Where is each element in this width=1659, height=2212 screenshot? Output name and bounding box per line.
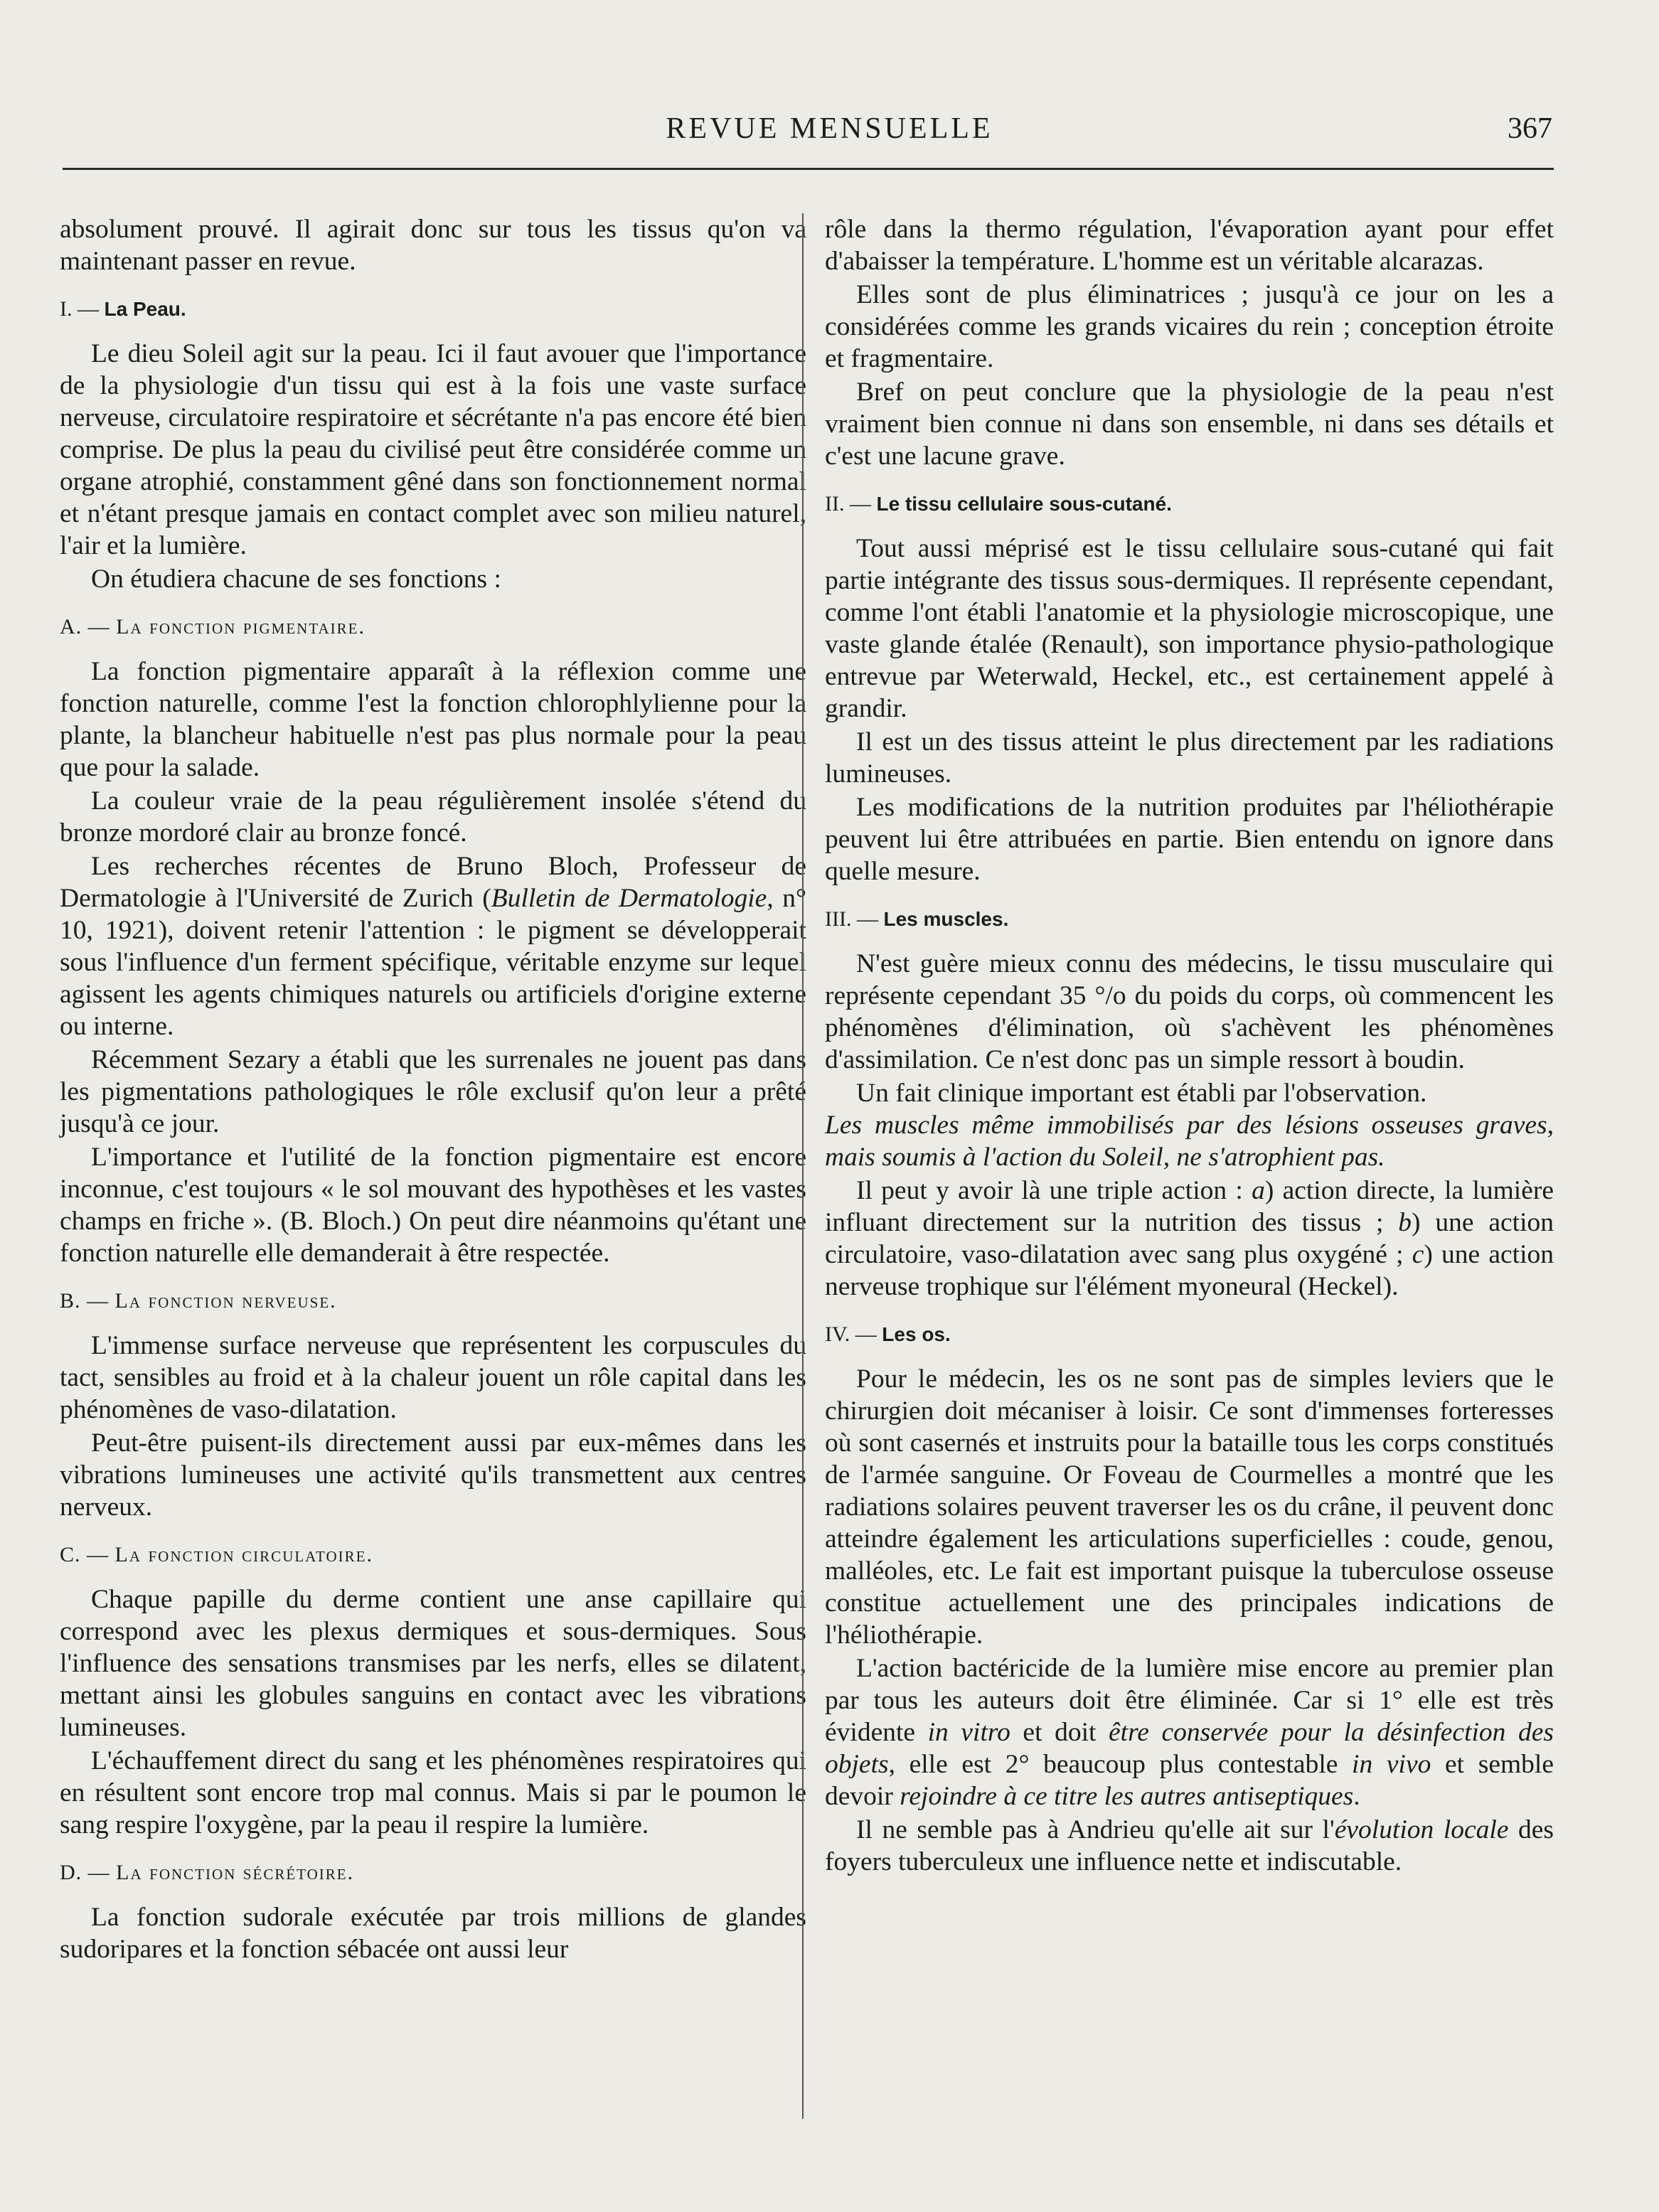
section-title: La fonction sécrétoire. <box>116 1861 355 1884</box>
paragraph: La couleur vraie de la peau régulièrement insolée s'étend du bronze mordoré clair au bronze foncé. <box>60 786 806 848</box>
text-run: et doit <box>1010 1718 1109 1747</box>
section-number: B. — <box>60 1289 115 1313</box>
text-run: et semble devoir <box>825 1750 1554 1811</box>
italic-text: Bulletin de Dermatologie <box>491 884 767 913</box>
section-number: IV. — <box>825 1323 882 1346</box>
text-run: ) action directe, la lumière influant directement sur la nutrition des tissus ; <box>825 1176 1554 1237</box>
paragraph: La fonction sudorale exécutée par trois millions de glandes sudoripares et la fonction sébacée ont aussi leur <box>60 1903 806 1964</box>
text-run: , n° 10, 1921), doivent retenir l'attention : le pigment se développerait sous l'influence d'un ferment spécifique, véritable enzyme sur lequel agissent les agents chimiques naturels ou artificiels d'origine externe ou interne. <box>60 884 807 1041</box>
text-run: Il peut y avoir là une triple action : <box>856 1176 1252 1205</box>
section-title: La Peau. <box>104 298 186 320</box>
paragraph <box>825 1814 1554 1878</box>
italic-text: c <box>1412 1240 1424 1269</box>
paragraph: Le dieu Soleil agit sur la peau. Ici il faut avouer que l'importance de la physiologie d'un tissu qui est à la fois une vaste surface nerveuse, circulatoire respiratoire et sécrétante n'a pas encore été bien comprise. De plus la peau du civilisé peut être considérée comme un organe atrophié, constamment gêné dans son fonctionnement normal et n'étant presque jamais en contact complet avec son milieu naturel, l'air et la lumière. <box>60 339 806 560</box>
italic-text: Les muscles même immobilisés par des lésions osseuses graves, mais soumis à l'action du Soleil, ne s'atrophient pas. <box>825 1111 1554 1172</box>
paragraph: Pour le médecin, les os ne sont pas de simples leviers que le chirurgien doit mécaniser à loisir. Ce sont d'immenses forteresses où sont casernés et instruits pour la bataille tous les corps constitués de l'armée sanguine. Or Foveau de Courmelles a montré que les radiations solaires peuvent traverser les os du crâne, il peuvent donc atteindre également les articulations superficielles : coude, genou, malléoles, etc. Le fait est important puisque la tuberculose osseuse constitue actuellement une des principales indications de l'héliothérapie. <box>825 1364 1554 1650</box>
paragraph: Récemment Sezary a établi que les surrenales ne jouent pas dans les pigmentations pathologiques le rôle exclusif qu'on leur a prêté jusqu'à ce jour. <box>60 1045 806 1138</box>
running-title: REVUE MENSUELLE <box>666 112 993 145</box>
section-number: III. — <box>825 907 884 931</box>
italic-text: b <box>1398 1208 1412 1237</box>
section-heading <box>825 1318 1554 1350</box>
section-number: D. — <box>60 1861 117 1884</box>
page-number: 367 <box>1508 112 1552 145</box>
section-heading <box>60 611 806 643</box>
column-divider <box>802 213 804 2119</box>
section-number: II. — <box>825 492 877 515</box>
section-title: La fonction circulatoire. <box>114 1543 373 1566</box>
paragraph: Elles sont de plus éliminatrices ; jusqu'à ce jour on les a considérées comme les grands vicaires du rein ; conception étroite et fragmentaire. <box>825 280 1554 373</box>
section-number: C. — <box>60 1543 115 1566</box>
paragraph: N'est guère mieux connu des médecins, le tissu musculaire qui représente cependant 35 °/o du poids du corps, où commencent les phénomènes d'élimination, où s'achèvent les phénomènes d'assimilation. Ce n'est donc pas un simple ressort à boudin. <box>825 949 1554 1074</box>
paragraph <box>825 1109 1554 1173</box>
text-run: des foyers tuberculeux une influence nette et indiscutable. <box>825 1815 1554 1876</box>
paragraph: L'importance et l'utilité de la fonction pigmentaire est encore inconnue, c'est toujours « le sol mouvant des hypothèses et les vastes champs en friche ». (B. Bloch.) On peut dire néanmoins qu'étant une fonction naturelle elle demanderait à être respectée. <box>60 1143 806 1268</box>
section-number: I. — <box>60 297 105 321</box>
section-heading <box>825 903 1554 935</box>
paragraph: L'immense surface nerveuse que représentent les corpuscules du tact, sensibles au froid et à la chaleur jouent un rôle capital dans les phénomènes de vaso-dilatation. <box>60 1331 806 1424</box>
paragraph: Les modifications de la nutrition produites par l'héliothérapie peuvent lui être attribuées en partie. Bien entendu on ignore dans quelle mesure. <box>825 793 1554 886</box>
paragraph <box>60 850 806 1042</box>
text-run: L'action bactéricide de la lumière mise encore au premier plan par tous les auteurs doit être éliminée. Car si 1° elle est très évidente <box>825 1654 1554 1747</box>
paragraph: absolument prouvé. Il agirait donc sur tous les tissus qu'on va maintenant passer en revue. <box>60 215 806 276</box>
paragraph: On étudiera chacune de ses fonctions : <box>91 565 501 594</box>
paragraph <box>825 1652 1554 1812</box>
header-rule <box>63 168 1554 170</box>
section-number: A. — <box>60 615 117 639</box>
text-run: ) une action circulatoire, vaso-dilatation avec sang plus oxygéné ; <box>825 1208 1554 1269</box>
left-column <box>60 213 806 1965</box>
section-heading <box>825 488 1554 520</box>
section-title: Le tissu cellulaire sous-cutané. <box>876 493 1172 515</box>
paragraph: Bref on peut conclure que la physiologie de la peau n'est vraiment bien connue ni dans son ensemble, ni dans ses détails et c'est une lacune grave. <box>825 378 1554 471</box>
section-title: Les os. <box>882 1323 951 1345</box>
section-heading <box>60 1539 806 1571</box>
italic-text: in vitro <box>927 1718 1010 1747</box>
italic-text: être conservée pour la désinfection des objets <box>825 1718 1554 1779</box>
paragraph: rôle dans la thermo régulation, l'évaporation ayant pour effet d'abaisser la température. L'homme est un véritable alcarazas. <box>825 215 1554 276</box>
paragraph: Peut-être puisent-ils directement aussi par eux-mêmes dans les vibrations lumineuses une activité qu'ils transmettent aux centres nerveux. <box>60 1428 806 1522</box>
section-heading <box>60 293 806 325</box>
text-run: ) une action nerveuse trophique sur l'élément myoneural (Heckel). <box>825 1240 1554 1301</box>
italic-text: évolution locale <box>1334 1815 1509 1844</box>
paragraph: Tout aussi méprisé est le tissu cellulaire sous-cutané qui fait partie intégrante des tissus sous-dermiques. Il représente cependant, comme l'ont établi l'anatomie et la physiologie microscopique, une vaste glande étalée (Renault), son importance physio-pathologique entrevue par Weterwald, Heckel, etc., est certainement appelé à grandir. <box>825 534 1554 723</box>
section-heading <box>60 1285 806 1317</box>
paragraph: Il est un des tissus atteint le plus directement par les radiations lumineuses. <box>825 727 1554 789</box>
paragraph: L'échauffement direct du sang et les phénomènes respiratoires qui en résultent sont encore trop mal connus. Mais si par le poumon le sang respire l'oxygène, par la peau il respire la lumière. <box>60 1746 806 1839</box>
text-run: Les recherches récentes de Bruno Bloch, Professeur de Dermatologie à l'Université de Zurich ( <box>60 852 806 913</box>
section-title: Les muscles. <box>883 908 1009 930</box>
italic-text: in vivo <box>1352 1750 1431 1779</box>
paragraph <box>825 1175 1554 1303</box>
section-title: La fonction nerveuse. <box>114 1289 337 1313</box>
section-title: La fonction pigmentaire. <box>116 615 366 639</box>
italic-text: rejoindre à ce titre les autres antiseptiques <box>900 1782 1354 1811</box>
text-run: , elle est 2° beaucoup plus contestable <box>888 1750 1353 1779</box>
paragraph: La fonction pigmentaire apparaît à la réflexion comme une fonction naturelle, comme l'est la fonction chlorophlylienne pour la plante, la blancheur habituelle n'est pas plus normale pour la peau que pour la salade. <box>60 657 806 782</box>
text-run: . <box>1353 1782 1360 1811</box>
text-run: Il ne semble pas à Andrieu qu'elle ait sur l' <box>856 1815 1335 1844</box>
paragraph: Chaque papille du derme contient une anse capillaire qui correspond avec les plexus dermiques et sous-dermiques. Sous l'influence des sensations transmises par les nerfs, elles se dilatent, mettant ainsi les globules sanguins en contact avec les vibrations lumineuses. <box>60 1585 806 1742</box>
right-column <box>825 213 1554 1878</box>
italic-text: a <box>1252 1176 1265 1205</box>
section-heading <box>60 1856 806 1888</box>
paragraph: Un fait clinique important est établi par l'observation. <box>856 1079 1427 1108</box>
